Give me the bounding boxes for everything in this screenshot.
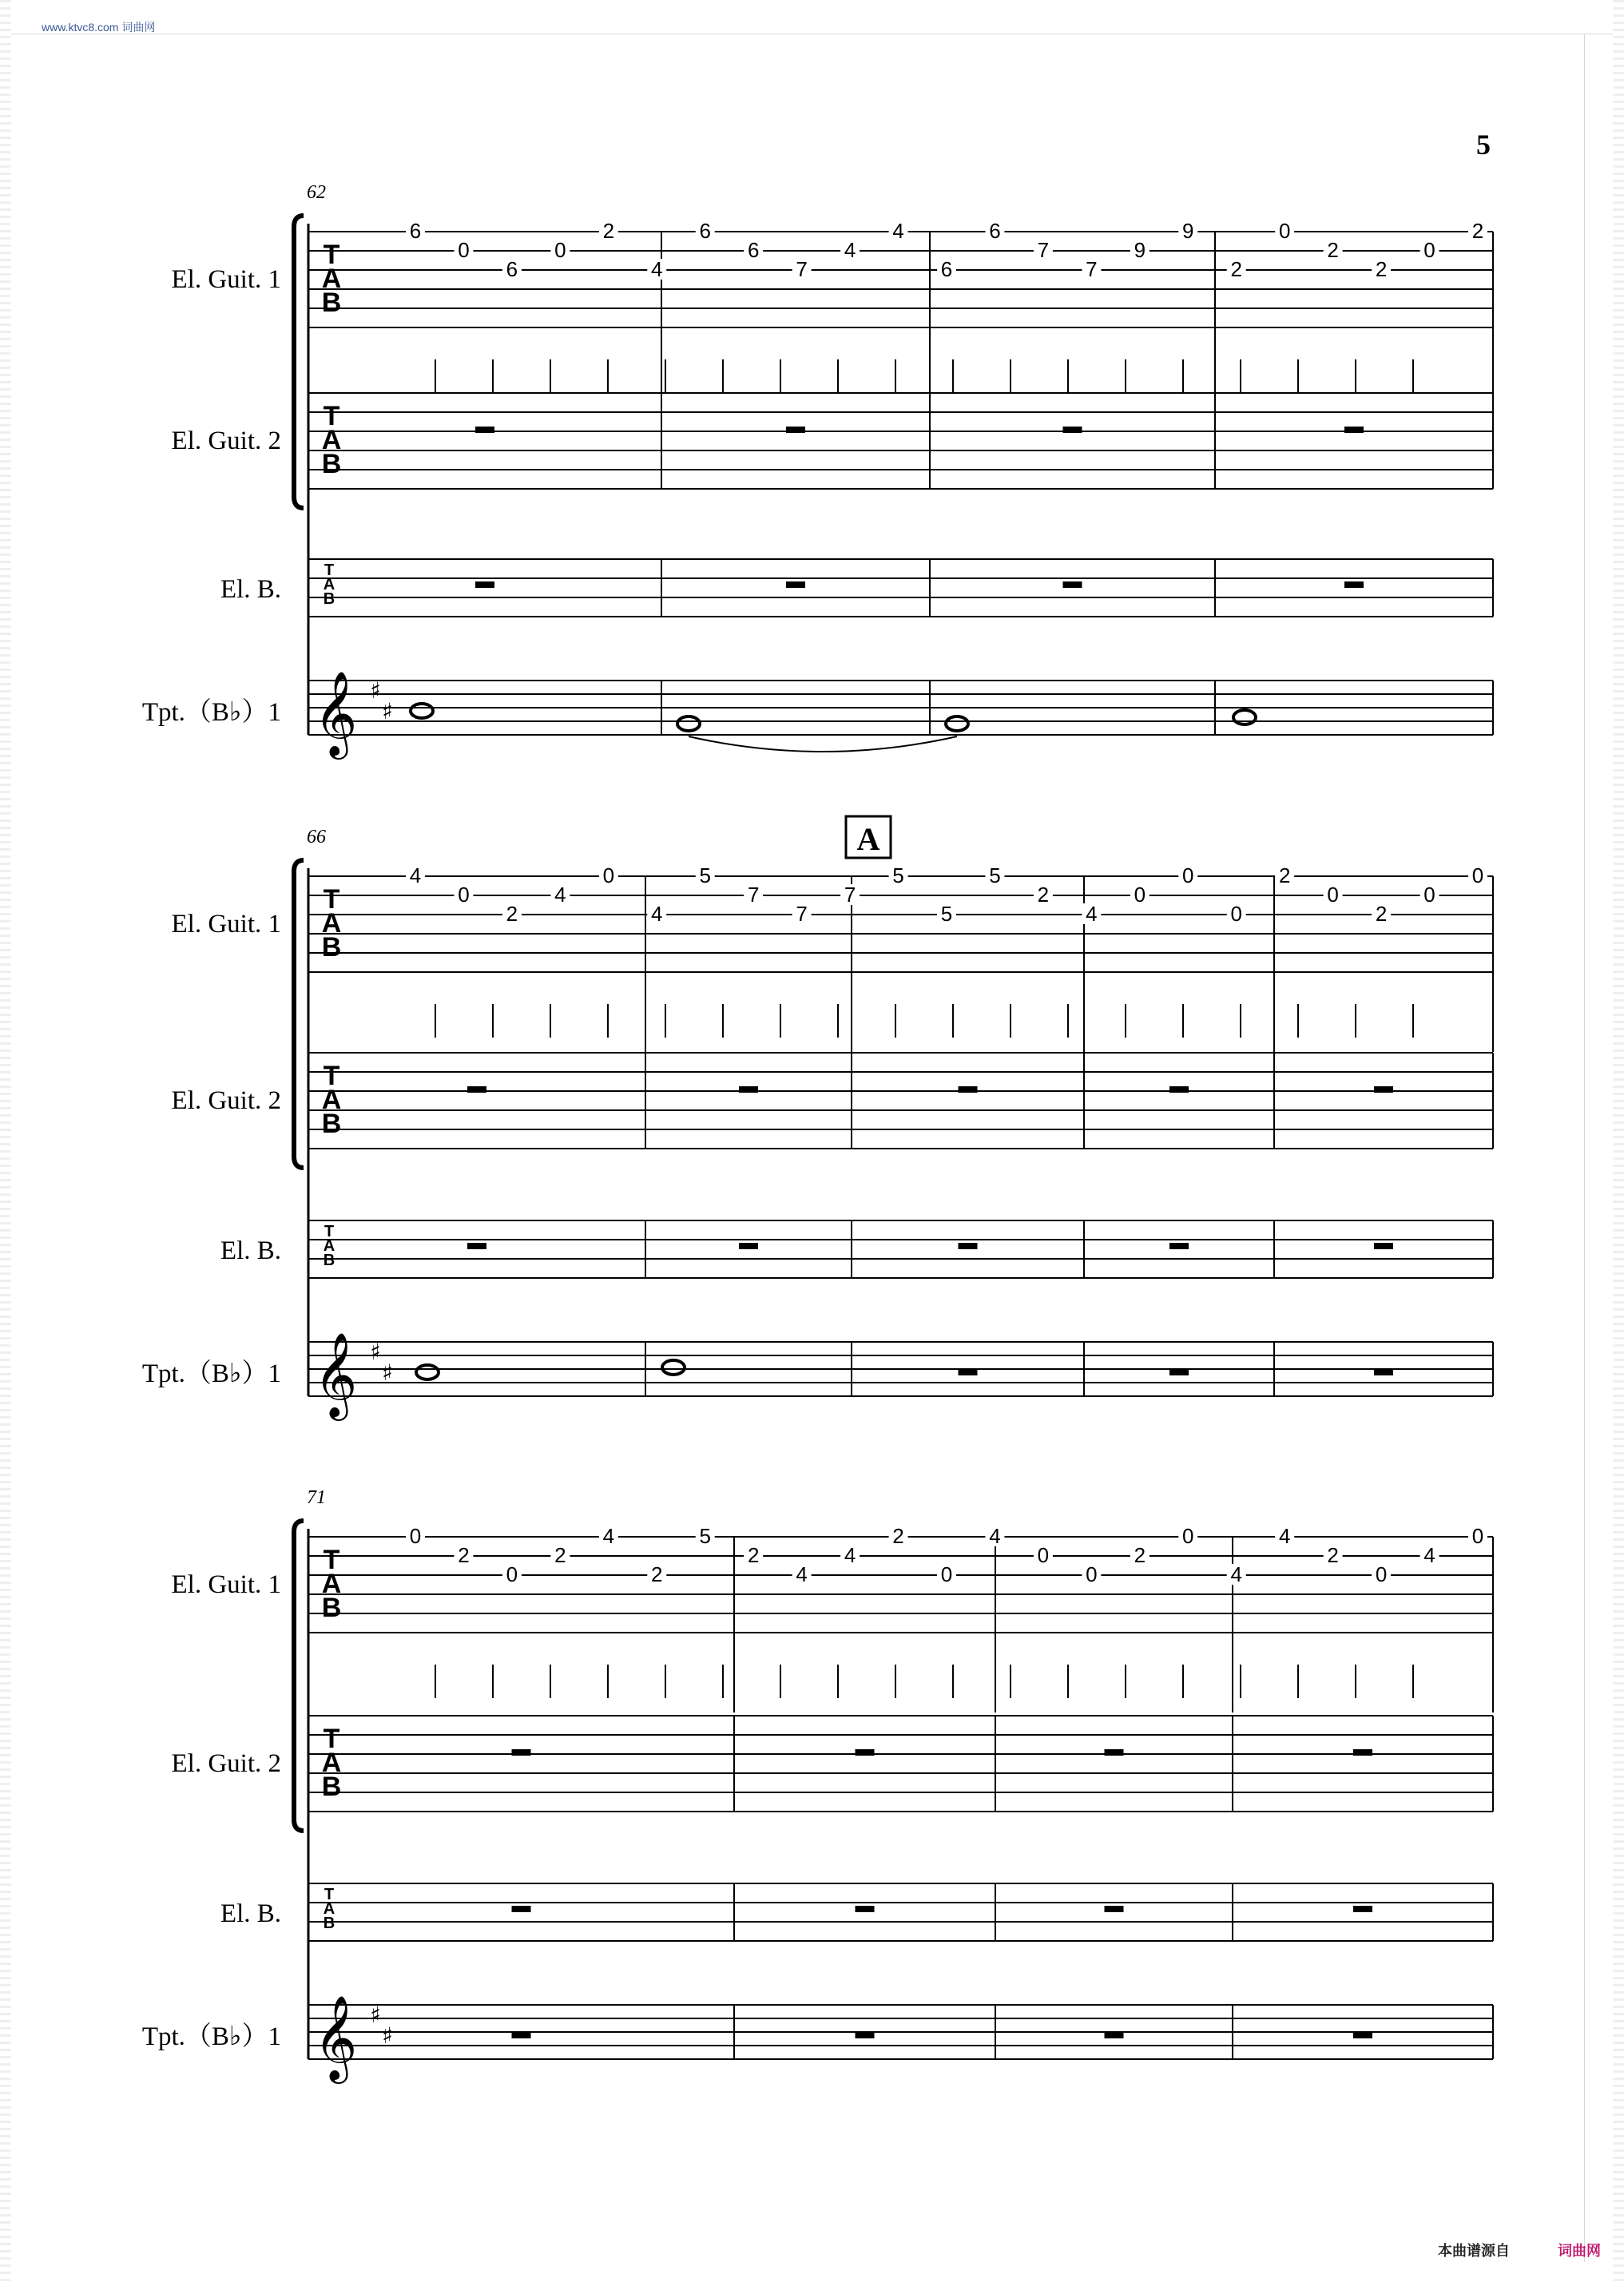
- tab-number: 0: [458, 238, 470, 262]
- guitar2-tab-letter: T: [323, 1724, 340, 1754]
- instrument-label-bass: El. B.: [220, 575, 281, 604]
- guitar2-rest: [475, 427, 494, 433]
- staff-lines: [294, 216, 1493, 2059]
- tab-number: 4: [409, 863, 422, 887]
- tab-number: 0: [602, 863, 615, 887]
- tab-number: 0: [1037, 1543, 1050, 1567]
- tab-number: 4: [796, 1562, 808, 1586]
- guitar-brace: [294, 1521, 304, 1831]
- bass-tab-letter: B: [323, 1915, 336, 1932]
- guitar2-tab-letter: B: [321, 1772, 342, 1802]
- tab-number: 2: [506, 902, 518, 926]
- page-number: 5: [1476, 129, 1491, 161]
- guitar1-tab-letter: A: [321, 264, 342, 294]
- tab-number: 7: [1037, 238, 1050, 262]
- tab-number: 5: [989, 863, 1001, 887]
- tab-number: 4: [602, 1524, 615, 1548]
- tab-number: 9: [1182, 219, 1194, 243]
- tab-number: 2: [1471, 219, 1484, 243]
- bass-rest: [959, 1243, 978, 1249]
- rehearsal-mark: A: [856, 821, 880, 857]
- guitar2-tab-letter: B: [321, 449, 342, 479]
- instrument-label-guitar1: El. Guit. 1: [171, 910, 281, 939]
- bass-tab-letter: T: [324, 1223, 335, 1240]
- footer-source-text: 本曲谱源自: [1438, 2243, 1510, 2259]
- bass-tab-letter: A: [323, 1237, 336, 1255]
- tab-number: 2: [602, 219, 615, 243]
- tab-number: 4: [844, 1543, 856, 1567]
- bass-rest: [1105, 1906, 1124, 1912]
- site-name[interactable]: 词曲网: [121, 21, 156, 34]
- tab-number: 0: [1086, 1562, 1098, 1586]
- guitar1-tab-letter: B: [321, 1593, 342, 1623]
- tab-number: 4: [844, 238, 856, 262]
- guitar1-tab-letter: T: [323, 884, 340, 915]
- bass-tab-letter: B: [323, 590, 336, 608]
- tab-number: 5: [699, 1524, 711, 1548]
- bass-rest: [1169, 1243, 1189, 1249]
- tab-number: 7: [844, 883, 856, 907]
- guitar2-tab-letter: A: [321, 425, 342, 455]
- guitar2-tab-letter: T: [323, 1061, 340, 1091]
- bass-rest: [475, 581, 494, 588]
- instrument-label-guitar1: El. Guit. 1: [171, 1570, 281, 1599]
- sharp-icon: ♯: [382, 2022, 393, 2049]
- tab-number: 0: [409, 1524, 422, 1548]
- tab-number: 4: [554, 883, 566, 907]
- instrument-label-guitar2: El. Guit. 2: [171, 427, 281, 455]
- guitar1-tab-letter: T: [323, 240, 340, 270]
- guitar-brace: [294, 216, 304, 508]
- tab-number: 0: [1423, 238, 1435, 262]
- whole-note: [946, 716, 968, 731]
- sharp-icon: ♯: [370, 1339, 381, 1365]
- tab-number: 0: [1230, 902, 1242, 926]
- guitar1-tab-letter: B: [321, 932, 342, 962]
- tab-number: 0: [1423, 883, 1435, 907]
- bass-rest: [1353, 1906, 1372, 1912]
- bass-rest: [467, 1243, 486, 1249]
- tab-number: 2: [747, 1543, 760, 1567]
- bass-tab-letter: A: [323, 1900, 336, 1918]
- tab-number: 0: [1182, 1524, 1194, 1548]
- guitar-brace: [294, 860, 304, 1168]
- guitar2-rest: [739, 1086, 758, 1093]
- tab-number: 4: [1278, 1524, 1291, 1548]
- guitar2-tab-letter: A: [321, 1085, 342, 1115]
- guitar2-rest: [856, 1749, 875, 1756]
- instrument-label-guitar2: El. Guit. 2: [171, 1086, 281, 1115]
- tab-number: 0: [1375, 1562, 1388, 1586]
- bass-rest: [739, 1243, 758, 1249]
- bass-tab-letter: B: [323, 1252, 336, 1269]
- treble-clef-icon: 𝄞: [313, 670, 358, 756]
- tab-number: 4: [1423, 1543, 1435, 1567]
- sharp-icon: ♯: [370, 677, 381, 704]
- tab-number: 2: [458, 1543, 470, 1567]
- instrument-label-trumpet: Tpt.（B♭）1: [141, 1359, 281, 1388]
- tab-number: 2: [1037, 883, 1050, 907]
- tab-number: 2: [554, 1543, 566, 1567]
- trumpet-rest: [1374, 1369, 1393, 1375]
- instrument-label-trumpet: Tpt.（B♭）1: [141, 2022, 281, 2051]
- trumpet-rest: [1105, 2032, 1124, 2038]
- tab-number: 0: [1471, 1524, 1484, 1548]
- treble-clef-icon: 𝄞: [313, 1331, 358, 1417]
- instrument-label-bass: El. B.: [220, 1899, 281, 1928]
- instrument-label-trumpet: Tpt.（B♭）1: [141, 698, 281, 727]
- whole-note: [662, 1360, 685, 1375]
- tab-number: 4: [1230, 1562, 1242, 1586]
- tab-number: 4: [651, 257, 663, 281]
- tab-number: 6: [747, 238, 760, 262]
- guitar2-tab-letter: A: [321, 1748, 342, 1778]
- trumpet-rest: [1353, 2032, 1372, 2038]
- guitar2-rest: [959, 1086, 978, 1093]
- instrument-label-bass: El. B.: [220, 1236, 281, 1265]
- guitar2-rest: [1063, 427, 1082, 433]
- treble-clef-icon: 𝄞: [313, 1994, 358, 2080]
- tab-number: 0: [506, 1562, 518, 1586]
- tab-number: 9: [1134, 238, 1146, 262]
- tab-number: 0: [1327, 883, 1339, 907]
- tab-number: 7: [796, 257, 808, 281]
- guitar1-tab-letter: A: [321, 1569, 342, 1599]
- measure-number: 71: [307, 1487, 326, 1508]
- whole-note: [411, 704, 433, 718]
- guitar1-tab-letter: B: [321, 288, 342, 318]
- tab-number: 2: [1134, 1543, 1146, 1567]
- sharp-icon: ♯: [382, 698, 393, 724]
- guitar2-rest: [1353, 1749, 1372, 1756]
- tab-number: 7: [747, 883, 760, 907]
- bass-rest: [512, 1906, 531, 1912]
- whole-note: [1233, 710, 1256, 724]
- tab-number: 7: [1086, 257, 1098, 281]
- tab-number: 0: [940, 1562, 953, 1586]
- guitar2-rest: [1169, 1086, 1189, 1093]
- bass-rest: [1374, 1243, 1393, 1249]
- bass-tab-letter: A: [323, 576, 336, 593]
- trumpet-rest: [512, 2032, 531, 2038]
- guitar2-rest: [786, 427, 805, 433]
- tab-number: 2: [1278, 863, 1291, 887]
- tab-number: 6: [409, 219, 422, 243]
- site-url[interactable]: www.ktvc8.com: [42, 21, 119, 34]
- bass-rest: [786, 581, 805, 588]
- tab-number: 4: [989, 1524, 1001, 1548]
- tab-number: 4: [651, 902, 663, 926]
- instrument-label-guitar2: El. Guit. 2: [171, 1749, 281, 1778]
- whole-note: [677, 716, 700, 731]
- tab-number: 0: [1471, 863, 1484, 887]
- sharp-icon: ♯: [370, 2002, 381, 2028]
- bass-rest: [1063, 581, 1082, 588]
- tab-number: 0: [1134, 883, 1146, 907]
- measure-number: 66: [307, 827, 326, 847]
- guitar2-rest: [1344, 427, 1364, 433]
- guitar2-rest: [512, 1749, 531, 1756]
- guitar1-tab-letter: A: [321, 908, 342, 939]
- tab-number: 4: [892, 219, 904, 243]
- tab-number: 2: [892, 1524, 904, 1548]
- instrument-labels: [142, 182, 891, 2084]
- whole-note: [416, 1365, 439, 1379]
- tab-number: 0: [1278, 219, 1291, 243]
- trumpet-rest: [959, 1369, 978, 1375]
- tab-number: 0: [458, 883, 470, 907]
- tab-number: 2: [1230, 257, 1242, 281]
- tab-number: 2: [1375, 257, 1388, 281]
- tab-number: 2: [651, 1562, 663, 1586]
- bass-rest: [856, 1906, 875, 1912]
- bass-rest: [1344, 581, 1364, 588]
- tab-number: 0: [1182, 863, 1194, 887]
- guitar2-tab-letter: B: [321, 1109, 342, 1139]
- tab-number: 0: [554, 238, 566, 262]
- guitar1-tab-letter: T: [323, 1545, 340, 1575]
- tab-number: 6: [506, 257, 518, 281]
- tie: [689, 736, 957, 752]
- tab-number: 5: [699, 863, 711, 887]
- tab-number: 7: [796, 902, 808, 926]
- tab-number: 2: [1327, 238, 1339, 262]
- bass-tab-letter: T: [324, 562, 335, 579]
- measure-number: 62: [307, 182, 326, 203]
- tab-number: 2: [1327, 1543, 1339, 1567]
- tab-number: 6: [699, 219, 711, 243]
- instrument-label-guitar1: El. Guit. 1: [171, 265, 281, 294]
- guitar2-rest: [1105, 1749, 1124, 1756]
- tab-number: 5: [892, 863, 904, 887]
- bass-tab-letter: T: [324, 1886, 335, 1903]
- tab-number: 5: [940, 902, 953, 926]
- tab-number: 6: [940, 257, 953, 281]
- footer-site-link[interactable]: 词曲网: [1558, 2243, 1601, 2259]
- guitar2-rest: [1374, 1086, 1393, 1093]
- trumpet-rest: [856, 2032, 875, 2038]
- trumpet-rest: [1169, 1369, 1189, 1375]
- guitar2-tab-letter: T: [323, 401, 340, 431]
- tab-number: 6: [989, 219, 1001, 243]
- guitar2-rest: [467, 1086, 486, 1093]
- tab-number: 2: [1375, 902, 1388, 926]
- sharp-icon: ♯: [382, 1359, 393, 1386]
- tab-number: 4: [1086, 902, 1098, 926]
